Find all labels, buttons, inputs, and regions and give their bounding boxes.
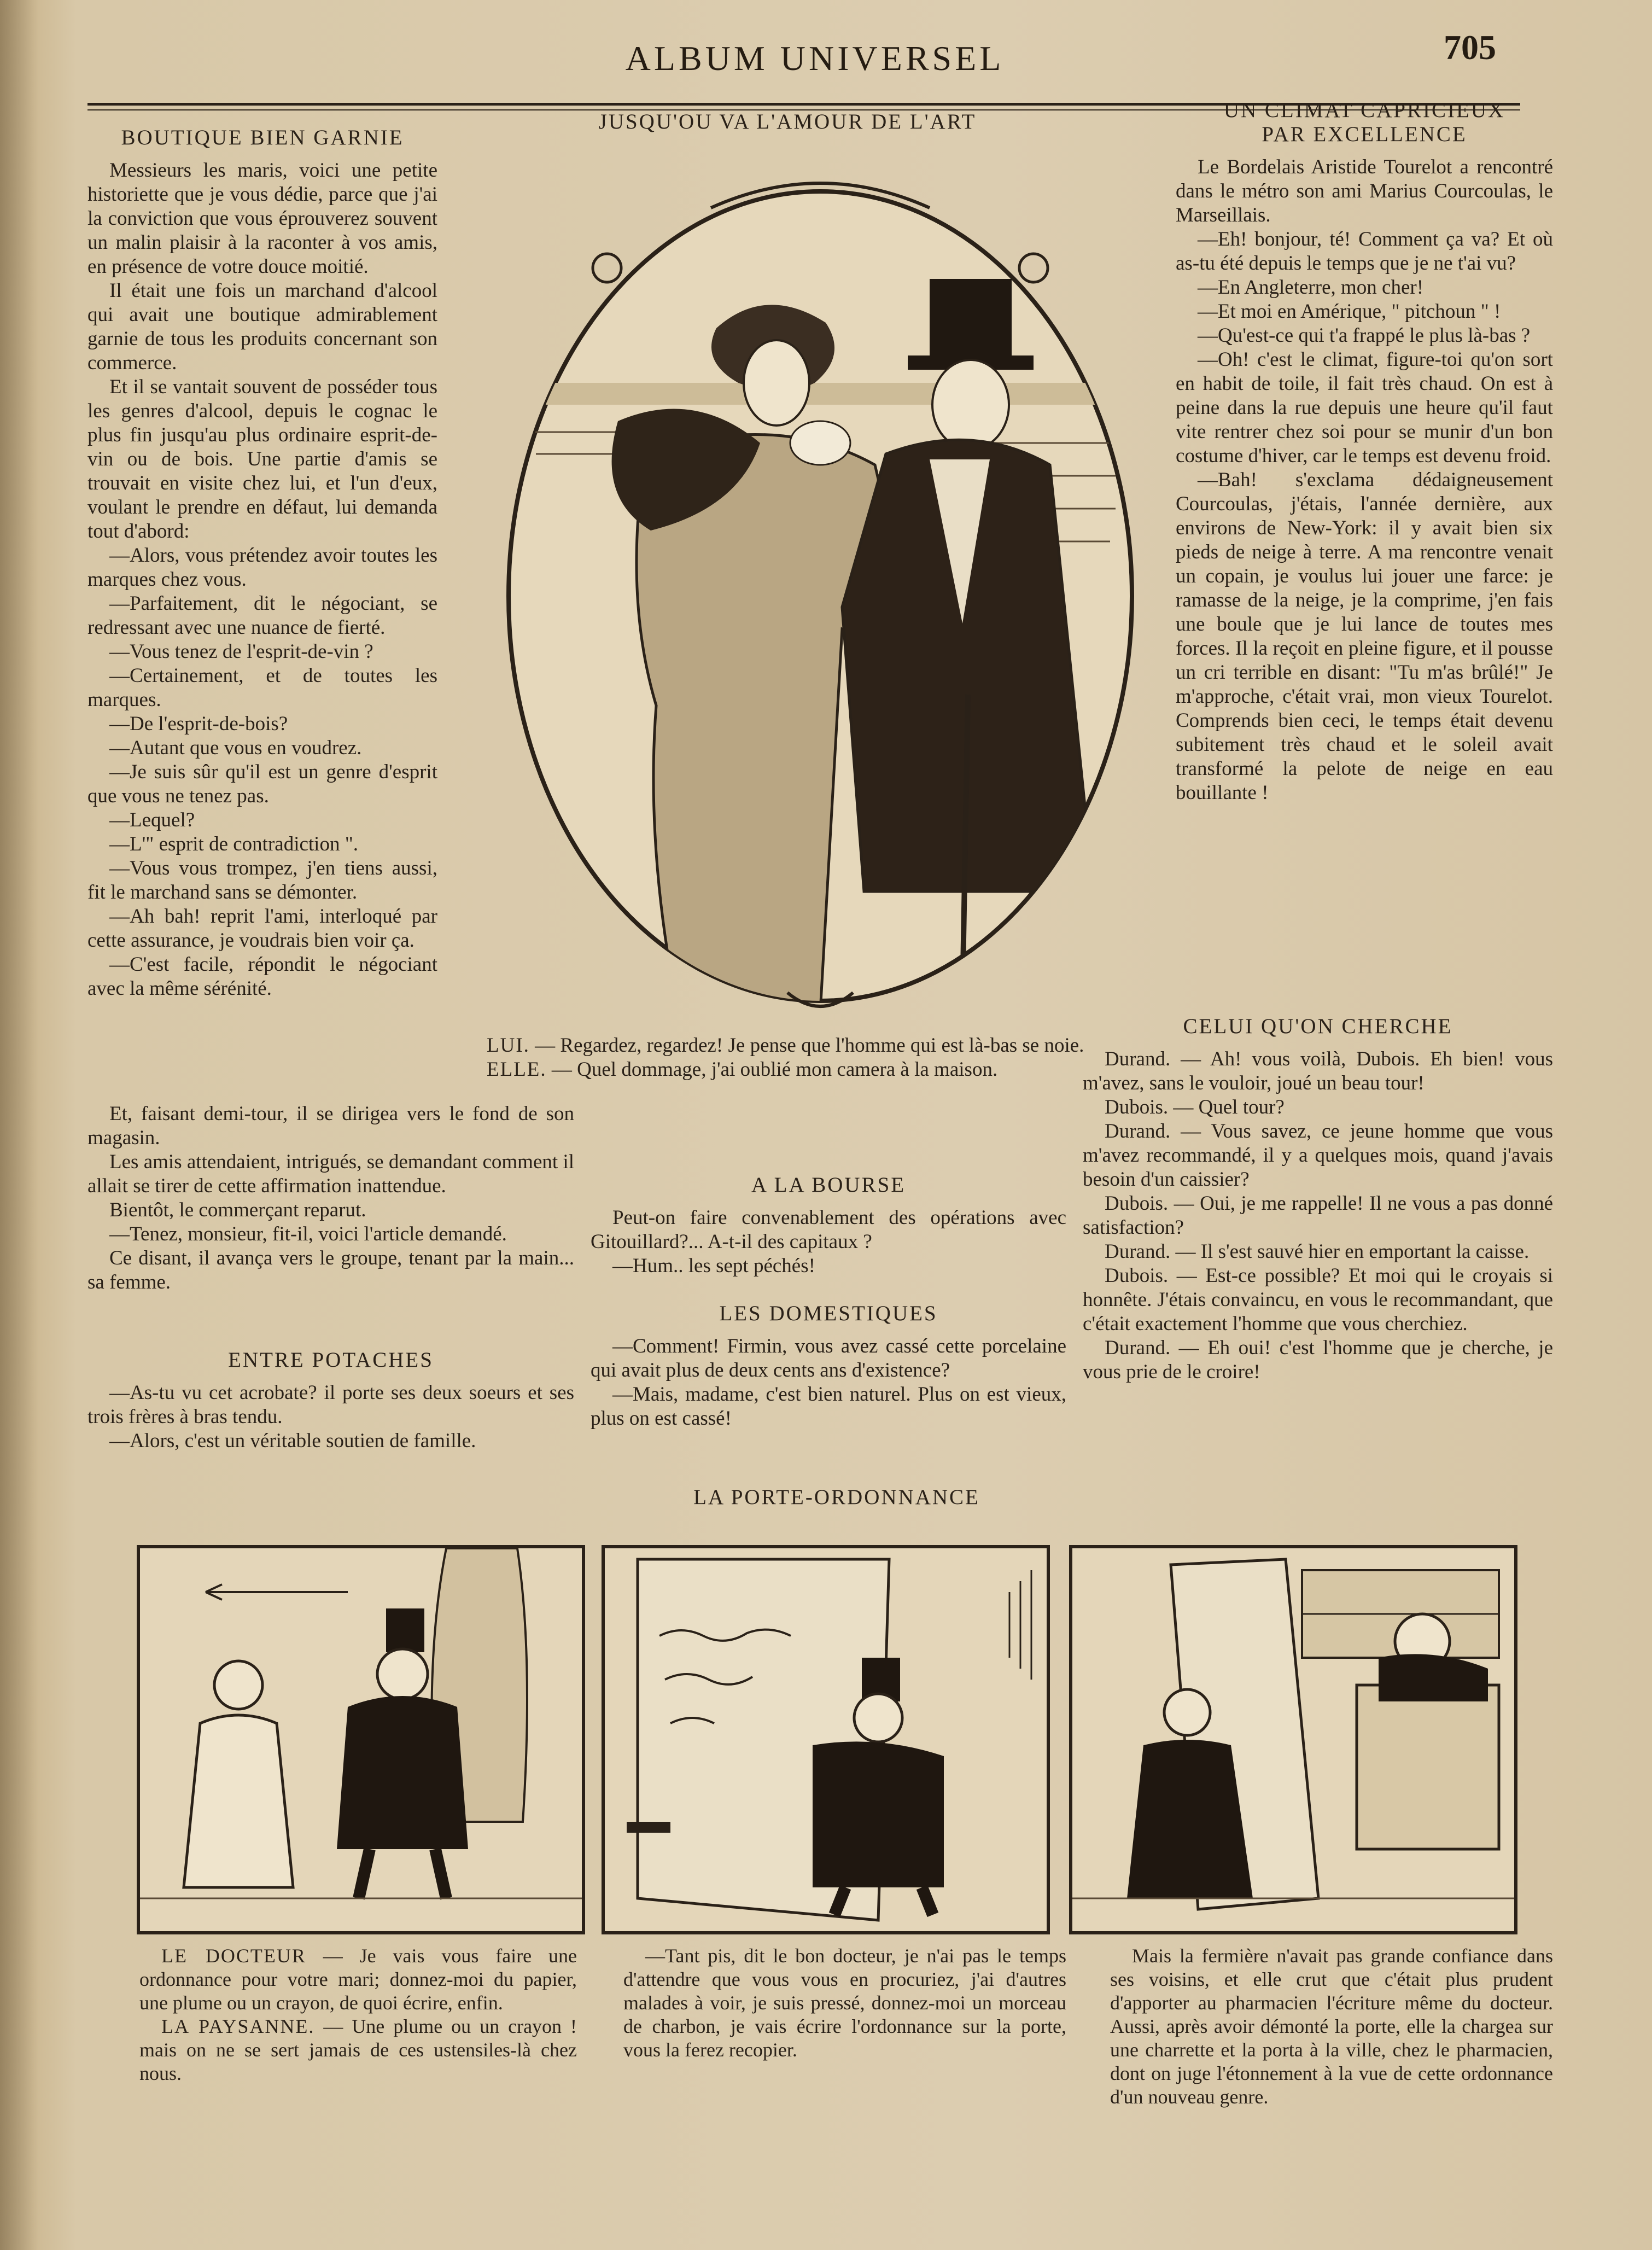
article-celui bbox=[1083, 1015, 1553, 1384]
paragraph: —C'est facile, répondit le négociant avec la même sérénité. bbox=[87, 953, 437, 1000]
article-domestiques bbox=[591, 1302, 1066, 1431]
paragraph: —Tenez, monsieur, fit-il, voici l'article demandé. bbox=[109, 1223, 507, 1245]
paragraph: Et, faisant demi-tour, il se dirigea vers le fond de son magasin. bbox=[87, 1103, 574, 1149]
masthead: ALBUM UNIVERSEL bbox=[625, 39, 1005, 78]
article-title: ENTRE POTACHES bbox=[228, 1348, 434, 1372]
article-title-amour-art: JUSQU'OU VA L'AMOUR DE L'ART bbox=[598, 110, 977, 133]
paragraph: Dubois. — Oui, je me rappelle! Il ne vous a pas donné satisfaction? bbox=[1083, 1192, 1553, 1239]
paragraph: Durand. — Il s'est sauvé hier en emportant la caisse. bbox=[1105, 1240, 1530, 1263]
paragraph: —Certainement, et de toutes les marques. bbox=[87, 664, 437, 711]
doctor-writing-on-door-panel bbox=[602, 1545, 1050, 1934]
speaker-peasant: LA PAYSANNE. bbox=[161, 2015, 315, 2037]
speaker-doctor: LE DOCTEUR bbox=[161, 1945, 306, 1967]
article-title: CELUI QU'ON CHERCHE bbox=[1183, 1015, 1453, 1038]
article-title: LES DOMESTIQUES bbox=[719, 1302, 938, 1325]
paragraph: —As-tu vu cet acrobate? il porte ses deux soeurs et ses trois frères à bras tendu. bbox=[87, 1382, 574, 1428]
couple-on-beach-illustration bbox=[481, 148, 1159, 1023]
page-number: 705 bbox=[1444, 28, 1496, 67]
article-potaches bbox=[87, 1348, 574, 1453]
paragraph: —Comment! Firmin, vous avez cassé cette porcelaine qui avait plus de deux cents ans d'existence? bbox=[591, 1335, 1066, 1382]
paragraph: Durand. — Eh oui! c'est l'homme que je cherche, je vous prie de le croire! bbox=[1083, 1337, 1553, 1383]
article-title: BOUTIQUE BIEN GARNIE bbox=[121, 126, 404, 149]
paragraph: —Vous tenez de l'esprit-de-vin ? bbox=[109, 640, 373, 663]
paragraph: Ce disant, il avança vers le groupe, tenant par la main... sa femme. bbox=[87, 1247, 574, 1293]
article-boutique bbox=[87, 126, 437, 1001]
caption-elle bbox=[487, 1058, 1176, 1082]
caption-lui bbox=[487, 1034, 1176, 1058]
doctor-line bbox=[139, 1944, 577, 2015]
caption-amour-art bbox=[487, 1034, 1176, 1082]
paragraph: —Je suis sûr qu'il est un genre d'esprit que vous ne tenez pas. bbox=[87, 761, 437, 807]
paragraph: —Parfaitement, dit le négociant, se redressant avec une nuance de fierté. bbox=[87, 592, 437, 639]
article-title-ordonnance: LA PORTE-ORDONNANCE bbox=[693, 1485, 980, 1509]
article-title-line1: UN CLIMAT CAPRICIEUX bbox=[1223, 98, 1505, 122]
article-title: A LA BOURSE bbox=[751, 1173, 906, 1197]
caption-elle-text: — Quel dommage, j'ai oublié mon camera à la maison. bbox=[551, 1058, 998, 1081]
paragraph: —Et moi en Amérique, " pitchoun " ! bbox=[1198, 300, 1501, 323]
paragraph: —Hum.. les sept péchés! bbox=[612, 1255, 815, 1277]
paragraph: —Lequel? bbox=[109, 809, 195, 831]
paragraph: Le Bordelais Aristide Tourelot a rencontré dans le métro son ami Marius Courcoulas, le Marseillais. bbox=[1176, 156, 1553, 226]
paragraph: —Alors, c'est un véritable soutien de famille. bbox=[109, 1430, 476, 1452]
paragraph: Dubois. — Est-ce possible? Et moi qui le croyais si honnête. J'étais convaincu, en vous le recommandant, que c'était exactement l'homme que vous cherchiez. bbox=[1083, 1264, 1553, 1335]
panel3-caption bbox=[1110, 1944, 1553, 2109]
paragraph: Bientôt, le commerçant reparut. bbox=[109, 1199, 366, 1221]
paragraph: —Vous vous trompez, j'en tiens aussi, fit le marchand sans se démonter. bbox=[87, 857, 437, 904]
paragraph: —L'" esprit de contradiction ". bbox=[109, 833, 359, 855]
peasant-text: — Une plume ou un crayon ! mais on ne se sert jamais de ces ustensiles-là chez nous. bbox=[139, 2015, 577, 2084]
paragraph: —En Angleterre, mon cher! bbox=[1198, 276, 1424, 299]
article-climat bbox=[1176, 98, 1553, 805]
panel2-caption bbox=[623, 1944, 1066, 2062]
paragraph: —Bah! s'exclama dédaigneusement Courcoulas, j'étais, l'année dernière, aux environs de New-York: il y avait bien six pieds de neige à terre. A ma rencontre venait un copain, je voulus lui jouer une farce: je ramasse de la neige, je la comprime, j'en fais une boule que je lui lance de toutes mes forces. Il la reçoit en pleine figure, et il pousse un cri terrible en disant: "Tu m'as brûlé!" Je m'approche, c'était vrai, mon vieux Tourelot. Comprends bien ceci, le temps était devenu subitement très chaud et le soleil avait transformé la pelote de neige en eau bouillante ! bbox=[1176, 469, 1553, 804]
article-title-line2: PAR EXCELLENCE bbox=[1262, 123, 1467, 146]
speaker-elle: ELLE. bbox=[487, 1058, 547, 1081]
paragraph: —Oh! c'est le climat, figure-toi qu'on sort en habit de toile, il fait très chaud. On est à peine dans la rue depuis une heure qu'il faut vite rentrer chez soi pour se munir d'un bon costume d'hiver, car le temps est devenu froid. bbox=[1176, 348, 1553, 467]
pharmacist-and-door-panel bbox=[1069, 1545, 1517, 1934]
paragraph: —Qu'est-ce qui t'a frappé le plus là-bas ? bbox=[1198, 324, 1531, 347]
paragraph: Les amis attendaient, intrigués, se demandant comment il allait se tirer de cette affirmation inattendue. bbox=[87, 1151, 574, 1197]
paragraph: Messieurs les maris, voici une petite historiette que je vous dédie, parce que j'ai la conviction que vous éprouverez souvent un malin plaisir à la raconter à vos amis, en présence de votre douce moitié. bbox=[87, 159, 437, 278]
panel1-caption bbox=[139, 1944, 577, 2085]
doctor-and-peasant-panel bbox=[137, 1545, 585, 1934]
paragraph: —Autant que vous en voudrez. bbox=[109, 737, 362, 759]
paragraph: —De l'esprit-de-bois? bbox=[109, 713, 288, 735]
right-text: Mais la fermière n'avait pas grande confiance dans ses voisins, et elle crut que c'était plus prudent d'apporter au pharmacien l'écriture même du docteur. Aussi, après avoir démonté la porte, elle la chargea sur une charrette et la porta à la ville, chez le pharmacien, dont on juge l'étonnement à la vue de cette ordonnance d'un nouveau genre. bbox=[1110, 1945, 1553, 2108]
paragraph: Durand. — Ah! vous voilà, Dubois. Eh bien! vous m'avez, sans le vouloir, joué un beau tour! bbox=[1083, 1048, 1553, 1094]
paragraph: —Mais, madame, c'est bien naturel. Plus on est vieux, plus on est cassé! bbox=[591, 1383, 1066, 1430]
paragraph: —Alors, vous prétendez avoir toutes les marques chez vous. bbox=[87, 544, 437, 591]
paragraph: Dubois. — Quel tour? bbox=[1105, 1096, 1285, 1118]
speaker-lui: LUI. bbox=[487, 1034, 530, 1057]
paragraph: Peut-on faire convenablement des opérations avec Gitouillard?... A-t-il des capitaux ? bbox=[591, 1206, 1066, 1253]
paragraph: Il était une fois un marchand d'alcool qui avait une boutique admirablement garnie de tous les produits concernant son commerce. bbox=[87, 279, 437, 374]
caption-lui-text: — Regardez, regardez! Je pense que l'homme qui est là-bas se noie. bbox=[535, 1034, 1084, 1057]
peasant-line bbox=[139, 2015, 577, 2085]
article-boutique-continued bbox=[87, 1102, 574, 1295]
article-bourse bbox=[591, 1173, 1066, 1278]
paragraph: Durand. — Vous savez, ce jeune homme que vous m'avez recommandé, il y a quelques mois, quand j'avais besoin d'un caissier? bbox=[1083, 1120, 1553, 1191]
paragraph: Et il se vantait souvent de posséder tous les genres d'alcool, depuis le cognac le plus fin jusqu'au plus ordinaire esprit-de-vin ou de bois. Une partie d'amis se trouvait en visite chez lui, et l'un d'eux, voulant le prendre en défaut, lui demanda tout d'abord: bbox=[87, 376, 437, 543]
paragraph: —Eh! bonjour, té! Comment ça va? Et où as-tu été depuis le temps que je ne t'ai vu? bbox=[1176, 228, 1553, 275]
middle-text: —Tant pis, dit le bon docteur, je n'ai pas le temps d'attendre que vous vous en procuriez, j'ai d'autres malades à voir, je suis pressé, donnez-moi un morceau de charbon, je vais écrire l'ordonnance sur la porte, vous la ferez recopier. bbox=[623, 1945, 1066, 2061]
paragraph: —Ah bah! reprit l'ami, interloqué par cette assurance, je voudrais bien voir ça. bbox=[87, 905, 437, 952]
doctor-text: — Je vais vous faire une ordonnance pour votre mari; donnez-moi du papier, une plume ou un crayon, de quoi écrire, enfin. bbox=[139, 1945, 577, 2014]
